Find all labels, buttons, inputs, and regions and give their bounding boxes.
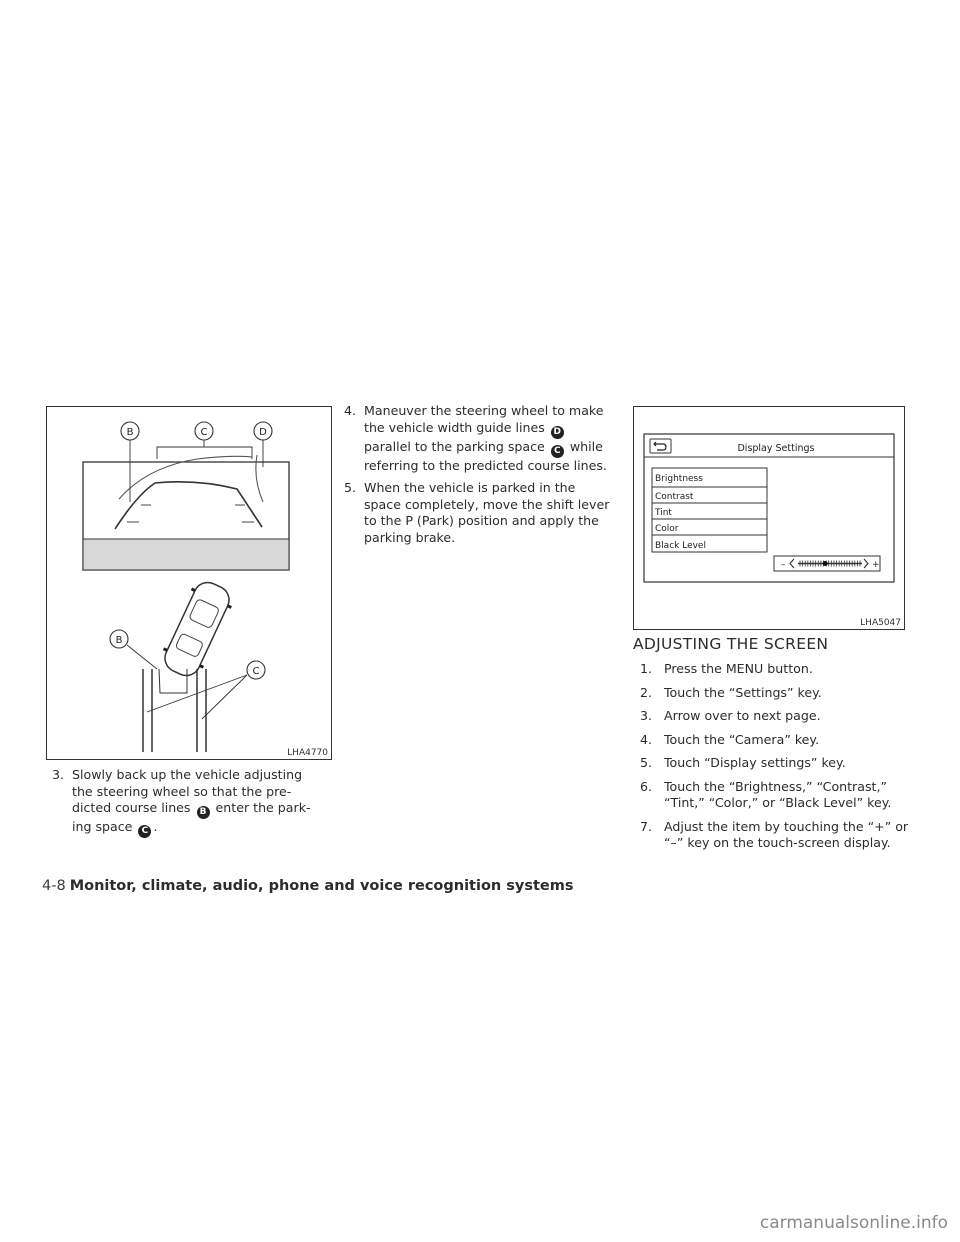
list-item	[640, 661, 910, 678]
step-5	[344, 480, 614, 546]
label-c-bottom: C	[252, 666, 260, 677]
car-top-view	[157, 576, 237, 682]
watermark: carmanualsonline.info	[759, 1213, 948, 1233]
step-number: 5.	[344, 480, 357, 495]
step-text: Maneuver the steering wheel to make the vehicle width guide lines	[364, 403, 604, 435]
step-text: Arrow over to next page.	[664, 708, 821, 723]
plus-button[interactable]: +	[872, 560, 880, 570]
step-text: Touch the “Brightness,” “Contrast,” “Tint,” “Color,” or “Black Level” key.	[664, 778, 892, 810]
chapter-title: Monitor, climate, audio, phone and voice recognition systems	[69, 878, 574, 894]
figure-code: LHA4770	[287, 748, 328, 758]
step-number: 3.	[52, 767, 65, 782]
menu-item-black-level[interactable]: Black Level	[655, 541, 706, 551]
step-number: 6.	[640, 778, 653, 794]
label-b-bottom: B	[115, 635, 123, 646]
list-item	[640, 819, 910, 852]
circled-d-icon: D	[551, 426, 564, 439]
list-item	[640, 685, 910, 702]
menu-item-tint[interactable]: Tint	[655, 508, 672, 518]
back-button[interactable]	[650, 439, 671, 453]
menu-item-color[interactable]: Color	[655, 524, 679, 534]
step-number: 4.	[344, 403, 357, 418]
step-text: Touch “Display settings” key.	[664, 755, 846, 770]
circled-c-icon: C	[551, 445, 564, 458]
list-item	[640, 732, 910, 749]
step-text: while referring to the predicted course lines.	[364, 438, 607, 473]
circled-c-icon: C	[138, 825, 151, 838]
step-number: 7.	[640, 818, 653, 834]
step-number: 3.	[640, 708, 653, 723]
page-footer	[42, 878, 574, 894]
step-text: Slowly back up the vehicle adjusting the steering wheel so that the pre-dicted course lines	[72, 767, 303, 815]
figure-display-settings	[633, 406, 905, 630]
column-2-text	[344, 403, 614, 552]
list-item	[640, 708, 910, 725]
display-settings-screen	[634, 407, 906, 631]
step-text: Press the MENU button.	[664, 661, 813, 676]
step-number: 5.	[640, 755, 653, 770]
menu-item-brightness[interactable]: Brightness	[655, 474, 703, 484]
minus-button[interactable]: –	[781, 560, 786, 570]
step-text: When the vehicle is parked in the space completely, move the shift lever to the P (Park) position and apply the parking brake.	[364, 480, 610, 545]
step-number: 1.	[640, 661, 653, 676]
screen-title: Display Settings	[737, 443, 815, 454]
step-4	[344, 403, 614, 474]
circled-b-icon: B	[197, 806, 210, 819]
step-text: enter the park-ing space	[72, 800, 311, 834]
figure-rearview-camera	[46, 406, 332, 760]
step-text: parallel to the parking space	[364, 438, 545, 454]
step-number: 4.	[640, 731, 653, 747]
column-1-text	[52, 767, 322, 844]
list-item	[640, 779, 910, 812]
figure-code: LHA5047	[860, 618, 901, 628]
step-text: Touch the “Camera” key.	[664, 731, 820, 747]
label-d-top: D	[259, 427, 267, 438]
list-item	[640, 755, 910, 772]
step-text: Touch the “Settings” key.	[664, 684, 822, 700]
rearview-diagram	[47, 407, 333, 761]
section-heading: ADJUSTING THE SCREEN	[633, 635, 829, 653]
page-number: 4-8	[42, 878, 66, 894]
label-b-top: B	[126, 427, 134, 438]
slider-knob[interactable]	[823, 561, 828, 566]
step-text: Adjust the item by touching the “+” or “–” key on the touch-screen display.	[664, 818, 909, 850]
label-c-top: C	[200, 427, 208, 438]
column-3-steps	[640, 661, 910, 859]
step-text: .	[153, 819, 158, 834]
step-number: 2.	[640, 684, 653, 700]
step-3	[52, 767, 322, 838]
menu-item-contrast[interactable]: Contrast	[655, 492, 694, 502]
adjust-slider[interactable]	[774, 556, 880, 571]
